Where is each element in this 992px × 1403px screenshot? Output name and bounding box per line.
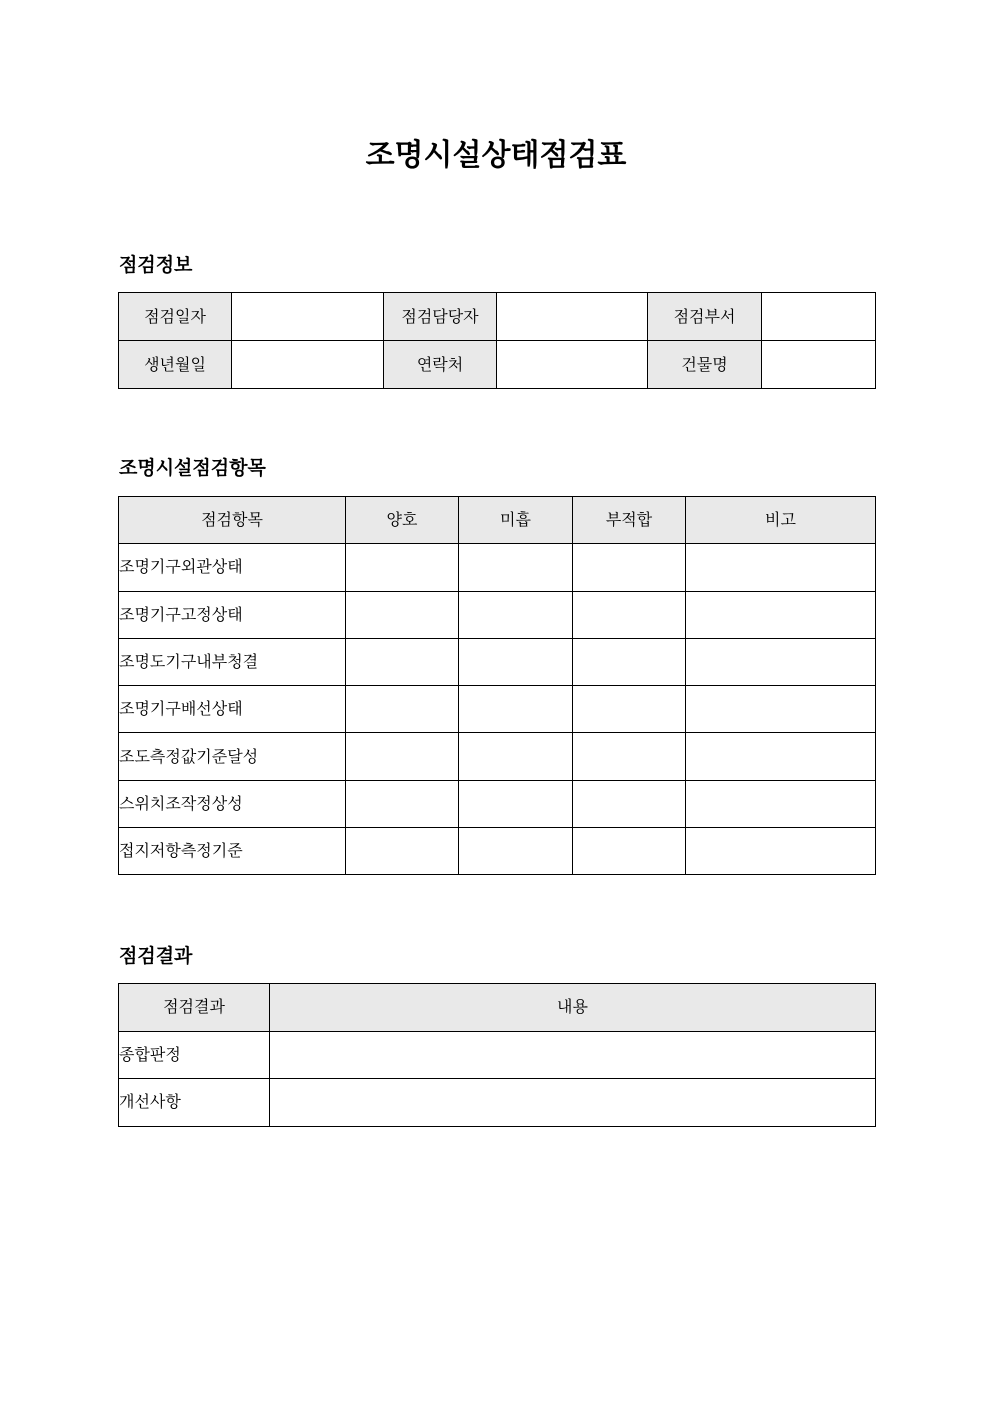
unfit-cell[interactable] (573, 780, 686, 827)
note-cell[interactable] (686, 544, 876, 591)
item-label: 조도측정값기준달성 (119, 733, 346, 780)
column-header-unfit: 부적합 (573, 497, 686, 544)
table-row (119, 686, 876, 733)
building-name-label: 건물명 (648, 341, 762, 389)
note-cell[interactable] (686, 686, 876, 733)
poor-cell[interactable] (459, 686, 573, 733)
table-row (119, 828, 876, 875)
poor-cell[interactable] (459, 780, 573, 827)
good-cell[interactable] (346, 828, 459, 875)
section-heading-inspection-info: 점검정보 (119, 254, 193, 276)
improvements-label: 개선사항 (119, 1079, 270, 1127)
table-row (119, 638, 876, 685)
unfit-cell[interactable] (573, 686, 686, 733)
good-cell[interactable] (346, 733, 459, 780)
good-cell[interactable] (346, 638, 459, 685)
unfit-cell[interactable] (573, 638, 686, 685)
note-cell[interactable] (686, 733, 876, 780)
column-header-note: 비고 (686, 497, 876, 544)
inspection-date-label: 점검일자 (119, 293, 232, 341)
inspection-items-table (118, 496, 876, 875)
poor-cell[interactable] (459, 638, 573, 685)
inspector-label: 점검담당자 (384, 293, 497, 341)
table-row (119, 733, 876, 780)
good-cell[interactable] (346, 544, 459, 591)
table-row (119, 1079, 876, 1127)
unfit-cell[interactable] (573, 733, 686, 780)
contact-field[interactable] (497, 341, 648, 389)
poor-cell[interactable] (459, 591, 573, 638)
good-cell[interactable] (346, 686, 459, 733)
section-heading-inspection-result: 점검결과 (119, 945, 193, 967)
item-label: 조명기구외관상태 (119, 544, 346, 591)
item-label: 조명기구배선상태 (119, 686, 346, 733)
item-label: 조명도기구내부청결 (119, 638, 346, 685)
unfit-cell[interactable] (573, 828, 686, 875)
poor-cell[interactable] (459, 828, 573, 875)
building-name-field[interactable] (762, 341, 876, 389)
column-header-content: 내용 (270, 984, 876, 1032)
good-cell[interactable] (346, 780, 459, 827)
good-cell[interactable] (346, 591, 459, 638)
item-label: 접지저항측정기준 (119, 828, 346, 875)
table-row (119, 591, 876, 638)
overall-judgment-label: 종합판정 (119, 1031, 270, 1079)
table-header-row (119, 984, 876, 1032)
table-row (119, 341, 876, 389)
inspection-info-table (118, 292, 876, 389)
inspector-field[interactable] (497, 293, 648, 341)
unfit-cell[interactable] (573, 544, 686, 591)
inspection-date-field[interactable] (232, 293, 384, 341)
note-cell[interactable] (686, 828, 876, 875)
note-cell[interactable] (686, 638, 876, 685)
department-label: 점검부서 (648, 293, 762, 341)
overall-judgment-field[interactable] (270, 1031, 876, 1079)
note-cell[interactable] (686, 591, 876, 638)
page-title: 조명시설상태점검표 (365, 138, 627, 173)
item-label: 조명기구고정상태 (119, 591, 346, 638)
table-row (119, 780, 876, 827)
birth-date-field[interactable] (232, 341, 384, 389)
inspection-result-table (118, 983, 876, 1127)
contact-label: 연락처 (384, 341, 497, 389)
poor-cell[interactable] (459, 544, 573, 591)
table-row (119, 293, 876, 341)
poor-cell[interactable] (459, 733, 573, 780)
column-header-result: 점검결과 (119, 984, 270, 1032)
unfit-cell[interactable] (573, 591, 686, 638)
table-row (119, 544, 876, 591)
table-header-row (119, 497, 876, 544)
table-row (119, 1031, 876, 1079)
column-header-poor: 미흡 (459, 497, 573, 544)
birth-date-label: 생년월일 (119, 341, 232, 389)
improvements-field[interactable] (270, 1079, 876, 1127)
item-label: 스위치조작정상성 (119, 780, 346, 827)
column-header-item: 점검항목 (119, 497, 346, 544)
department-field[interactable] (762, 293, 876, 341)
column-header-good: 양호 (346, 497, 459, 544)
note-cell[interactable] (686, 780, 876, 827)
section-heading-inspection-items: 조명시설점검항목 (119, 457, 266, 479)
